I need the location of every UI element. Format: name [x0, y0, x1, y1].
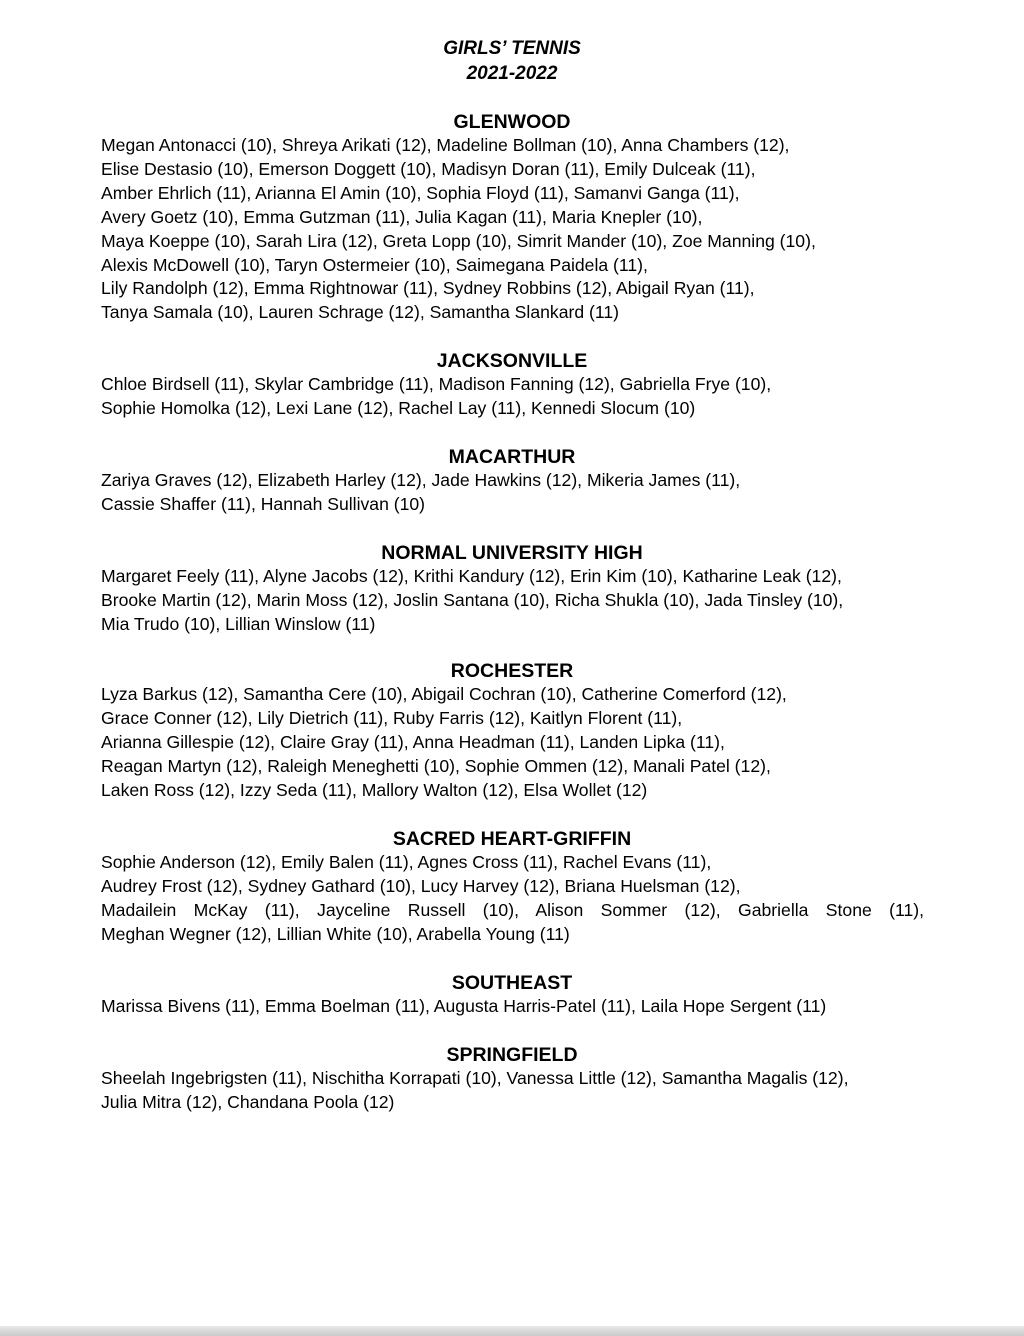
- roster-line: Grace Conner (12), Lily Dietrich (11), Ruby Farris (12), Kaitlyn Florent (11),: [101, 707, 683, 728]
- section-title: ROCHESTER: [450, 660, 574, 682]
- section-sacred-heart-griffin: [101, 827, 924, 947]
- section-jacksonville: [101, 349, 924, 421]
- roster-line: Mia Trudo (10), Lillian Winslow (11): [101, 613, 376, 634]
- roster-line: Chloe Birdsell (11), Skylar Cambridge (11), Madison Fanning (12), Gabriella Frye (10),: [101, 374, 772, 394]
- roster-line: Zariya Graves (12), Elizabeth Harley (12), Jade Hawkins (12), Mikeria James (11),: [101, 470, 741, 490]
- section-title: JACKSONVILLE: [436, 350, 588, 372]
- roster-line: Laken Ross (12), Izzy Seda (11), Mallory Walton (12), Elsa Wollet (12): [101, 779, 648, 800]
- roster-line: Madailein McKay (11), Jayceline Russell (10), Alison Sommer (12), Gabriella Stone (11),: [101, 899, 924, 920]
- section-rochester: [101, 659, 924, 803]
- section-southeast: [101, 971, 924, 1019]
- roster-line: Meghan Wegner (12), Lillian White (10), Arabella Young (11): [101, 923, 570, 944]
- roster-line: Marissa Bivens (11), Emma Boelman (11), Augusta Harris-Patel (11), Laila Hope Sergent (11): [101, 996, 827, 1016]
- roster-line: Sheelah Ingebrigsten (11), Nischitha Korrapati (10), Vanessa Little (12), Samantha Magalis (12),: [101, 1068, 849, 1088]
- roster-line: Tanya Samala (10), Lauren Schrage (12), Samantha Slankard (11): [101, 302, 619, 323]
- section-macarthur: [101, 445, 924, 517]
- section-springfield: [101, 1043, 924, 1115]
- roster-line: Amber Ehrlich (11), Arianna El Amin (10), Sophia Floyd (11), Samanvi Ganga (11),: [101, 182, 740, 203]
- section-title: SPRINGFIELD: [446, 1044, 578, 1066]
- roster-line: Reagan Martyn (12), Raleigh Meneghetti (10), Sophie Ommen (12), Manali Patel (12),: [101, 755, 771, 776]
- roster-line: Margaret Feely (11), Alyne Jacobs (12), Krithi Kandury (12), Erin Kim (10), Katharine Leak (12),: [101, 566, 842, 586]
- roster-line: Sophie Anderson (12), Emily Balen (11), Agnes Cross (11), Rachel Evans (11),: [101, 852, 712, 872]
- section-title: NORMAL UNIVERSITY HIGH: [381, 542, 643, 564]
- roster-line: Alexis McDowell (10), Taryn Ostermeier (10), Saimegana Paidela (11),: [101, 254, 648, 275]
- roster-line: Elise Destasio (10), Emerson Doggett (10), Madisyn Doran (11), Emily Dulceak (11),: [101, 158, 756, 179]
- roster-line: Avery Goetz (10), Emma Gutzman (11), Julia Kagan (11), Maria Knepler (10),: [101, 206, 703, 227]
- section-title: GLENWOOD: [453, 111, 571, 133]
- document-title: GIRLS’ TENNIS: [443, 38, 581, 59]
- section-title: MACARTHUR: [448, 446, 576, 468]
- roster-line: Maya Koeppe (10), Sarah Lira (12), Greta Lopp (10), Simrit Mander (10), Zoe Manning (10),: [101, 230, 816, 251]
- section-title: SOUTHEAST: [451, 972, 573, 994]
- roster-line: Audrey Frost (12), Sydney Gathard (10), Lucy Harvey (12), Briana Huelsman (12),: [101, 875, 741, 896]
- page-bottom-edge: [0, 1326, 1024, 1336]
- roster-line: Megan Antonacci (10), Shreya Arikati (12), Madeline Bollman (10), Anna Chambers (12),: [101, 135, 790, 155]
- roster-line: Lyza Barkus (12), Samantha Cere (10), Abigail Cochran (10), Catherine Comerford (12),: [101, 684, 787, 704]
- section-normal-university-high: [101, 541, 924, 637]
- section-glenwood: [101, 110, 924, 325]
- roster-line: Julia Mitra (12), Chandana Poola (12): [101, 1091, 395, 1112]
- roster-line: Cassie Shaffer (11), Hannah Sullivan (10): [101, 493, 426, 514]
- document-season: 2021-2022: [466, 63, 558, 84]
- section-title: SACRED HEART-GRIFFIN: [392, 828, 632, 850]
- roster-line: Lily Randolph (12), Emma Rightnowar (11), Sydney Robbins (12), Abigail Ryan (11),: [101, 278, 755, 299]
- roster-line: Arianna Gillespie (12), Claire Gray (11), Anna Headman (11), Landen Lipka (11),: [101, 731, 725, 752]
- document-header: [0, 36, 1024, 86]
- roster-line: Brooke Martin (12), Marin Moss (12), Joslin Santana (10), Richa Shukla (10), Jada Tinsley (10),: [101, 589, 844, 610]
- roster-line: Sophie Homolka (12), Lexi Lane (12), Rachel Lay (11), Kennedi Slocum (10): [101, 397, 696, 418]
